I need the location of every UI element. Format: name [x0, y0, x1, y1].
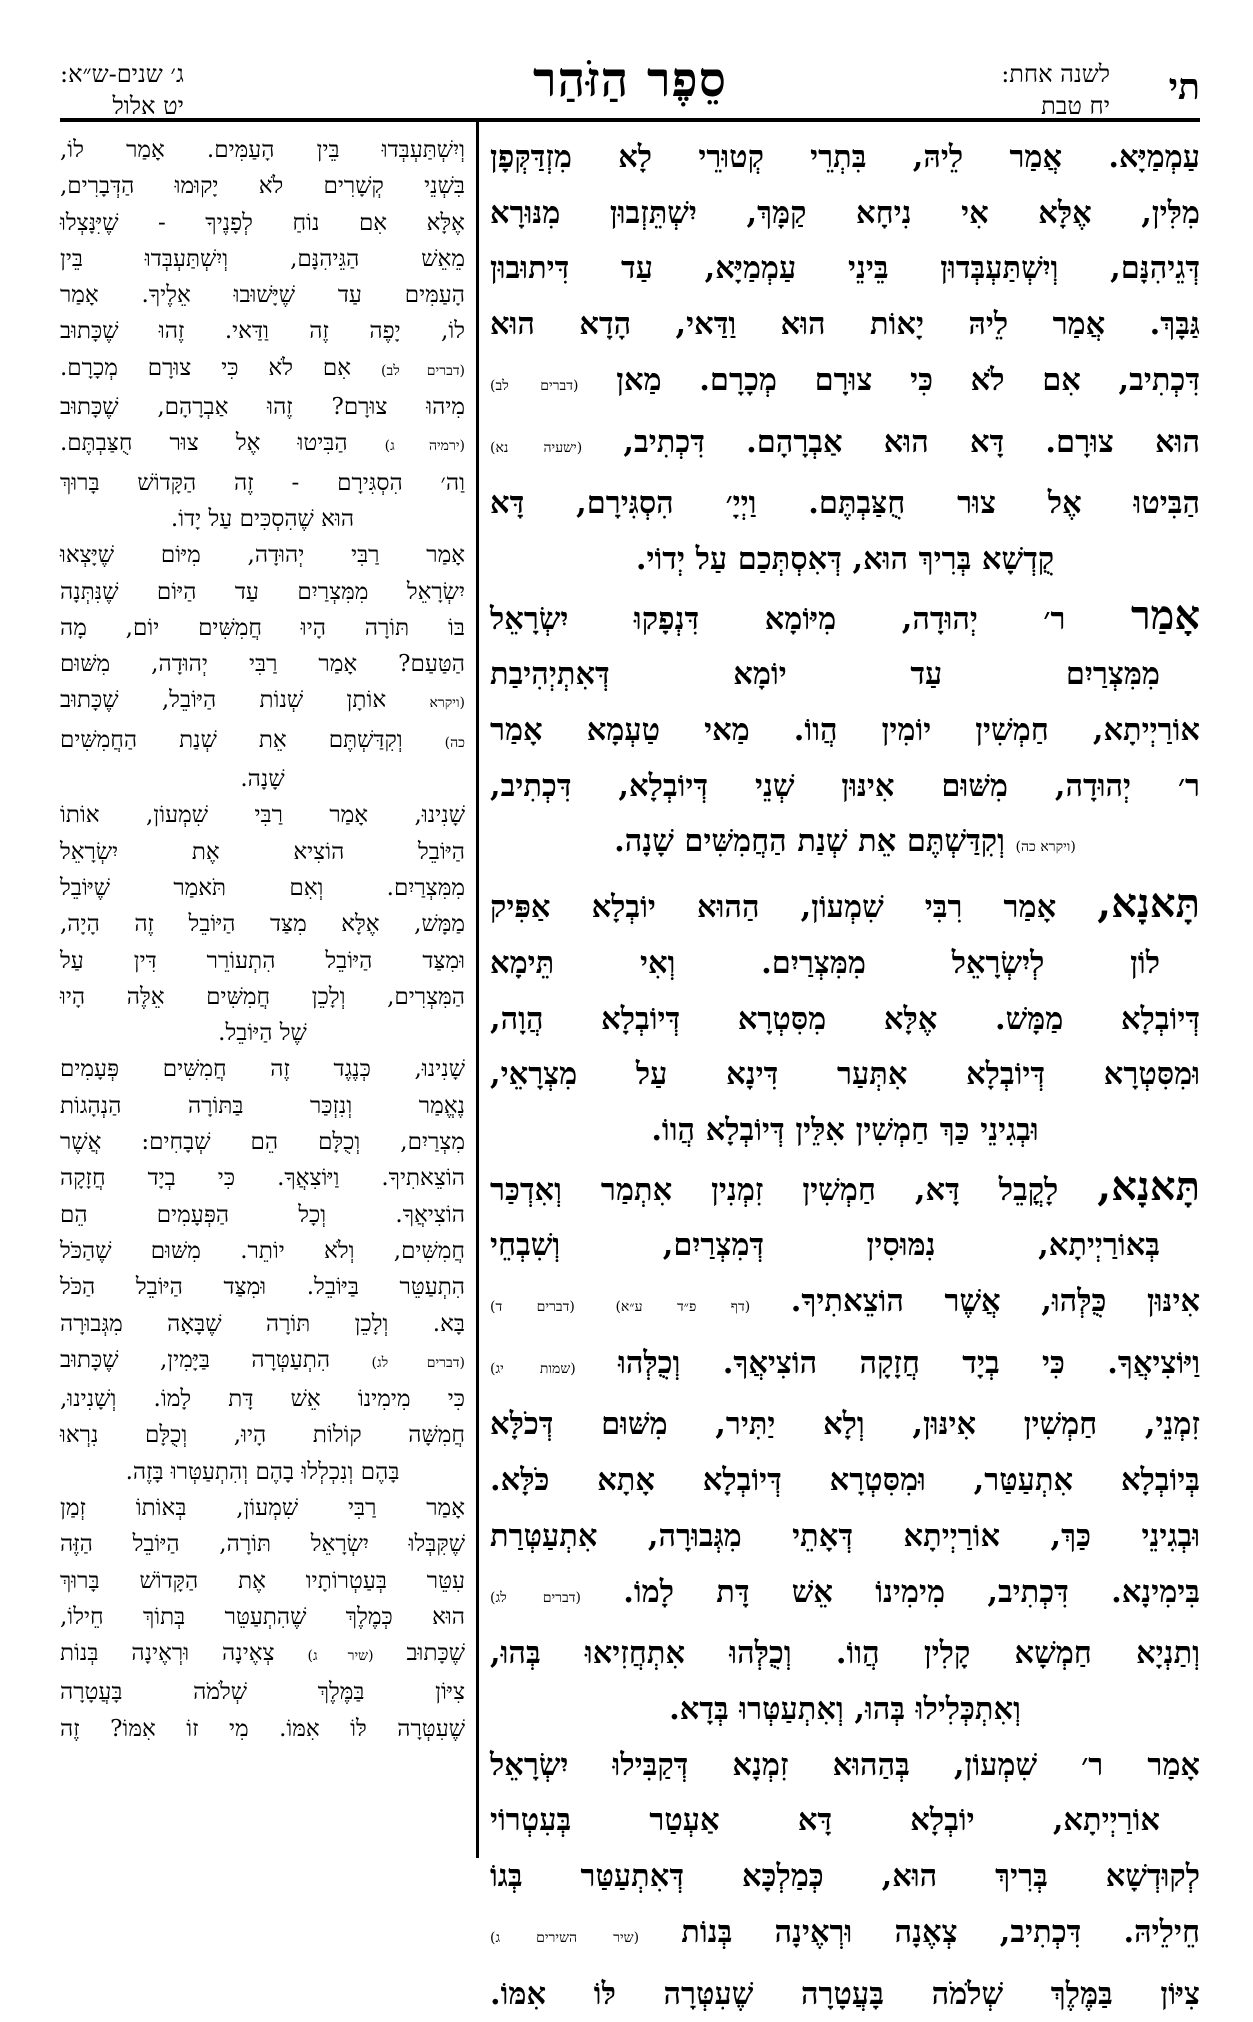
source-reference: (דברים ד) — [490, 1299, 575, 1315]
text-fragment: דִּכְתִיב, אִם לֹא כִּי צוּרָם מְכָרָם. מַאן — [616, 362, 1200, 398]
text-line: הַמִּצְרִים, וְלָכֵן חֲמִשִּׁים אֵלֶּה הָיוּ — [60, 979, 465, 1015]
text-line: נֶאֱמַר וְנִזְכַּר בַּתּוֹרָה הַנְהָגוֹת — [60, 1088, 465, 1124]
text-line: מִלִּין, אֶלָּא אִי נִיחָא קַמָּךְ, יִשְׁתֵּזְבוּן מִנּוּרָא — [490, 186, 1200, 242]
text-line — [60, 1342, 465, 1381]
source-reference: (דף פ״ד ע״א) — [615, 1299, 750, 1315]
text-fragment: ר׳ יְהוּדָה, מִיּוֹמָא דִּנְפָקוּ יִשְׂרָאֵל — [490, 601, 1065, 637]
source-reference: (ישעיה נא) — [490, 440, 582, 456]
text-line: אוֹרַיְיתָא, חַמְשִׁין יוֹמִין הֲווֹ. מַאי טַעְמָא אָמַר — [490, 703, 1200, 759]
text-line — [490, 1336, 1200, 1398]
text-fragment: אוֹתָן שְׁנוֹת הַיּוֹבֵל, שֶׁכָּתוּב — [60, 687, 386, 713]
text-line: דְּיוֹבְלָא מַמָּשׁ. אֶלָּא מִסִּטְרָא דְּיוֹבְלָא הֲוָה, — [490, 992, 1200, 1048]
text-line — [490, 936, 1200, 992]
text-line: לְקוּדְשָׁא בְּרִיךְ הוּא, כְּמַלְכָּא דְּאִתְעַטַּר בְּגוֹ — [490, 1849, 1200, 1905]
text-line — [490, 353, 1200, 415]
daily-schedule-three-years — [60, 58, 184, 122]
source-reference: (שיר השירים ג) — [490, 1930, 639, 1946]
text-fragment: בָּהֶם וְנִכְלְלוּ בָהֶם וְהִתְעַטְּרוּ בָּזֶה. — [126, 1459, 400, 1485]
text-line — [490, 415, 1200, 477]
text-line — [490, 532, 1200, 588]
schedule-label-one-year: לשנה אחת: — [1001, 58, 1110, 90]
opening-word: תָּאנָא, — [1097, 1163, 1200, 1210]
text-fragment: לוֹן לְיִשְׂרָאֵל מִמִּצְרַיִם. וְאִי תֵּימָא — [490, 945, 1160, 981]
text-line: וַה׳ הִסְגִּירָם - זֶה הַקָּדוֹשׁ בָּרוּךְ — [60, 465, 465, 501]
text-line: עַמְמַיָּא. אֲמַר לֵיהּ, בִּתְרֵי קְטוּרֵי לָא מִזְדַּקְּפָן — [490, 130, 1200, 186]
text-line: אָמַר ר׳ שִׁמְעוֹן, בְּהַהוּא זִמְנָא דְּקַבִּילוּ יִשְׂרָאֵל — [490, 1738, 1200, 1794]
schedule-date-three-years: יט אלול — [60, 90, 184, 122]
schedule-date-one-year: יח טבת — [1001, 90, 1110, 122]
page-number: תי — [1169, 66, 1200, 108]
text-line: גַּבָּךְ. אֲמַר לֵיהּ יָאוֹת הוּא וַדַּאי, הָדָא הוּא — [490, 297, 1200, 353]
text-line: הוּא כְּמֶלֶךְ שֶׁהִתְעַטֵּר בְּתוֹךְ חֵילוֹ, — [60, 1599, 465, 1635]
text-line: הָעַמִּים עַד שֶׁיָּשׁוּבוּ אֵלֶיךָ. אָמַר — [60, 277, 465, 313]
source-reference: (דברים לב) — [490, 378, 579, 394]
text-line: הוֹצֵאתִיךָ. וַיּוֹצִאֲךָ. כִּי בְיָד חֲזָקָה — [60, 1160, 465, 1196]
text-line: שָׁנִינוּ, כְּנֶגֶד זֶה חֲמִשִּׁים פְּעָמִים — [60, 1051, 465, 1087]
text-line — [490, 588, 1200, 648]
text-line — [490, 814, 1200, 876]
text-line: הוֹצִיאֲךָ. וְכָל הַפְּעָמִים הֵם — [60, 1197, 465, 1233]
text-line — [60, 1635, 465, 1674]
text-line: כִּי מִימִינוֹ אֵשׁ דָּת לָמוֹ. וְשָׁנִינוּ, — [60, 1381, 465, 1417]
text-line: מֵאֵשׁ הַגֵּיהִנָּם, וְיִשְׁתַּעְבְּדוּ בֵּין — [60, 241, 465, 277]
text-line — [490, 1565, 1200, 1627]
text-line — [60, 1015, 465, 1051]
text-line — [490, 1103, 1200, 1159]
text-fragment: וּבְגִינֵי כַּךְ חַמְשִׁין אִלֵּין דְּיוֹבְלָא הֲווֹ. — [651, 1112, 1038, 1148]
text-line — [490, 1218, 1200, 1274]
text-line: עִטֵּר בְּעַטְרוֹתָיו אֶת הַקָּדוֹשׁ בָּרוּךְ — [60, 1563, 465, 1599]
source-reference: (שיר ג) — [308, 1648, 374, 1664]
text-fragment: הוּא צוּרָם. דָּא הוּא אַבְרָהָם. דִּכְתִיב, — [623, 424, 1200, 460]
text-fragment: וְקִדַּשְׁתֶּם אֵת שְׁנַת הַחֲמִשִּׁים שָׁנָה. — [614, 823, 1005, 859]
text-fragment: חֵילֵיהּ. דִּכְתִיב, צְאֶנָה וּרְאֶינָה בְּנוֹת — [681, 1914, 1200, 1950]
book-title: סֵפֶר הַזֹּהַר — [60, 52, 1200, 108]
text-line: זִמְנֵי, חַמְשִׁין אִינּוּן, וְלָא יַתִּיר, מִשּׁוּם דְּכֹלָּא — [490, 1397, 1200, 1453]
source-reference: (ויקרא כה) — [1016, 839, 1076, 855]
text-line: מִצְרַיִם, וְכֻלָּם הֵם שְׁבָחִים: אֲשֶׁר — [60, 1124, 465, 1160]
text-fragment: צְאֶינָה וּרְאֶינָה בְּנוֹת — [60, 1640, 275, 1666]
text-line: חֲמִשָּׁה קוֹלוֹת הָיוּ, וְכֻלָּם נִרְאוּ — [60, 1417, 465, 1453]
column-divider — [476, 118, 479, 1858]
text-line — [60, 761, 465, 797]
header-rule — [60, 118, 1200, 122]
aramaic-text-column — [490, 130, 1200, 1860]
text-line: צִיּוֹן בַּמֶּלֶךְ שְׁלֹמֹה בָּעֲטָרָה שֶׁעִטְּרָה לּוֹ אִמּוֹ. — [490, 1967, 1200, 2022]
text-fragment: קֻדְשָׁא בְּרִיךְ הוּא, דְּאִסְתְּכַם עַל יְדוֹי. — [636, 541, 1054, 577]
source-reference: (דברים לג) — [372, 1355, 465, 1371]
text-line — [490, 876, 1200, 936]
text-line — [60, 682, 465, 721]
text-line — [490, 1274, 1200, 1336]
text-line: מַמָּשׁ, אֶלָּא מִצַּד הַיּוֹבֵל זֶה הָיָה, — [60, 906, 465, 942]
text-line: אָמַר רַבִּי שִׁמְעוֹן, בְּאוֹתוֹ זְמַן — [60, 1490, 465, 1526]
source-reference: (דברים לג) — [490, 1590, 581, 1606]
text-fragment: הוּא שֶׁהִסְכִּים עַל יָדוֹ. — [171, 506, 354, 532]
text-line: אֶלָּא אִם נוֹחַ לְפָנֶיךָ - שֶׁיִּנָּצְלוּ — [60, 205, 465, 241]
text-line: וְתַנְיָא חַמְשָׁא קָלִין הֲווֹ. וְכֻלְּהוּ אִתְחֲזִיאוּ בְּהוּ, — [490, 1626, 1200, 1682]
text-line: הַיּוֹבֵל הוֹצִיא אֶת יִשְׂרָאֵל — [60, 834, 465, 870]
text-line — [60, 425, 465, 464]
text-fragment: בְּאוֹרַיְיתָא, נִמּוּסִין דְּמִצְרַיִם, וְשִׁבְחֵי — [490, 1227, 1160, 1263]
text-line — [490, 647, 1200, 703]
text-line: הַטַּעַם? אָמַר רַבִּי יְהוּדָה, מִשּׁוּם — [60, 646, 465, 682]
text-line: דְּגֵיהִנָּם, וְיִשְׁתַּעְבְּדוּן בֵּינֵי עַמְמַיָּא, עַד דִּיתוּבוּן — [490, 241, 1200, 297]
text-fragment: לָקֳבֵל דָּא, חַמְשִׁין זִמְנִין אִתְמַר וְאִדְכַּר — [490, 1172, 1058, 1208]
source-reference: (ירמיה ג) — [385, 438, 465, 454]
text-fragment: וְאִתְכְּלִילוּ בְּהוּ, וְאִתְעַטְּרוּ בְּדָא. — [669, 1691, 1021, 1727]
text-line: אָמַר רַבִּי יְהוּדָה, מִיּוֹם שֶׁיָּצְאוּ — [60, 537, 465, 573]
text-fragment: אוֹרַיְיתָא, יוֹבְלָא דָּא אַעְטַר בְּעִטְרוֹי — [490, 1802, 1160, 1838]
text-fragment: שֶׁל הַיּוֹבֵל. — [218, 1020, 307, 1046]
text-line: שֶׁעִטְּרָה לּוֹ אִמּוֹ. מִי זוֹ אִמּוֹ? זֶה — [60, 1711, 465, 1747]
text-fragment: וַיּוֹצִיאֲךָ. כִּי בְיָד חֲזָקָה הוֹצִיאֲךָ. וְכֻלְּהוּ — [618, 1345, 1200, 1381]
text-fragment: הִתְעַטְּרָה בַּיָּמִין, שֶׁכָּתוּב — [60, 1347, 330, 1373]
source-reference: (דברים לב) — [381, 363, 465, 379]
text-line: חֲמִשִּׁים, וְלֹא יוֹתֵר. מִשּׁוּם שֶׁהַכֹּל — [60, 1233, 465, 1269]
text-line: לוֹ, יָפֶה זֶה וַדַּאי. זֶהוּ שֶׁכָּתוּב — [60, 313, 465, 349]
text-line: בָּא. וְלָכֵן תּוֹרָה שֶׁבָּאָה מִגְּבוּרָה — [60, 1306, 465, 1342]
text-fragment: מִמִּצְרַיִם עַד יוֹמָא דְּאִתְיְהִיבַת — [490, 656, 1160, 692]
text-line: הַבִּיטוּ אֶל צוּר חֻצַּבְתֶּם. וַיְיָ׳ הִסְגִּירָם, דָּא — [490, 476, 1200, 532]
text-line: מִיהוּ צוּרָם? זֶהוּ אַבְרָהָם, שֶׁכָּתוּב — [60, 389, 465, 425]
text-line: הִתְעַטֵּר בַּיּוֹבֵל. וּמִצַּד הַיּוֹבֵל הַכֹּל — [60, 1269, 465, 1305]
text-fragment: אִינּוּן כֻּלְּהוּ, אֲשֶׁר הוֹצֵאתִיךָ. — [791, 1283, 1200, 1319]
hebrew-translation-column — [60, 132, 465, 1862]
text-line — [490, 1682, 1200, 1738]
opening-word: תָּאנָא, — [1097, 880, 1200, 927]
text-fragment: אִם לֹא כִּי צוּרָם מְכָרָם. — [60, 355, 351, 381]
text-line — [490, 1905, 1200, 1967]
text-line: וּמִסִּטְרָא דְּיוֹבְלָא אִתְּעַר דִּינָא עַל מִצְרָאֵי, — [490, 1047, 1200, 1103]
text-line — [490, 1159, 1200, 1219]
source-reference: (ויקרא — [430, 695, 466, 711]
text-fragment: וְקִדַּשְׁתֶּם אֵת שְׁנַת הַחֲמִשִּׁים — [60, 727, 403, 753]
schedule-label-three-years: ג׳ שנים-ש״א: — [60, 58, 184, 90]
text-line: וְיִשְׁתַּעְבְּדוּ בֵּין הָעַמִּים. אָמַר לוֹ, — [60, 132, 465, 168]
text-line: וּמִצַּד הַיּוֹבֵל הִתְעוֹרֵר דִּין עַל — [60, 943, 465, 979]
text-fragment: שֶׁכָּתוּב — [406, 1640, 465, 1666]
text-line: בְּיוֹבְלָא אִתְעַטַּר, וּמִסִּטְרָא דְּיוֹבְלָא אָתָא כֹּלָּא. — [490, 1453, 1200, 1509]
text-line — [60, 350, 465, 389]
text-fragment: שָׁנָה. — [240, 766, 284, 792]
text-fragment: הַבִּיטוּ אֶל צוּר חֻצַּבְתֶּם. — [60, 430, 348, 456]
text-line: בּוֹ תּוֹרָה הָיוּ חֲמִשִּׁים יוֹם, מָה — [60, 610, 465, 646]
text-line — [60, 1454, 465, 1490]
text-line: שָׁנִינוּ, אָמַר רַבִּי שִׁמְעוֹן, אוֹתוֹ — [60, 797, 465, 833]
source-reference: כה) — [445, 735, 465, 751]
text-fragment: בִּימִינָא. דִּכְתִיב, מִימִינוֹ אֵשׁ דָּת לָמוֹ. — [623, 1574, 1200, 1610]
text-line: שֶׁקִּבְּלוּ יִשְׂרָאֵל תּוֹרָה, הַיּוֹבֵל הַזֶּה — [60, 1526, 465, 1562]
source-reference: (שמות יג) — [490, 1361, 576, 1377]
opening-word: אָמַר — [1131, 592, 1200, 639]
text-line: מִמִּצְרַיִם. וְאִם תֹּאמַר שֶׁיּוֹבֵל — [60, 870, 465, 906]
text-line — [60, 722, 465, 761]
text-line — [490, 1793, 1200, 1849]
text-line: בִּשְׁנֵי קְשָׁרִים לֹא יָקוּמוּ הַדְּבָרִים, — [60, 168, 465, 204]
text-line — [60, 501, 465, 537]
text-line: ר׳ יְהוּדָה, מִשּׁוּם אִינּוּן שְׁנֵי דְּיוֹבְלָא, דִּכְתִיב, — [490, 759, 1200, 815]
text-line: וּבְגִינֵי כַּךְ, אוֹרַיְיתָא דְּאָתֵי מִגְּבוּרָה, אִתְעַטְּרַת — [490, 1509, 1200, 1565]
text-fragment: אָמַר רִבִּי שִׁמְעוֹן, הַהוּא יוֹבְלָא אַפִּיק — [490, 889, 1056, 925]
text-line: צִיּוֹן בַּמֶּלֶךְ שְׁלֹמֹה בָּעֲטָרָה — [60, 1674, 465, 1710]
text-line: יִשְׂרָאֵל מִמִּצְרַיִם עַד הַיּוֹם שֶׁנִּתְּנָה — [60, 574, 465, 610]
